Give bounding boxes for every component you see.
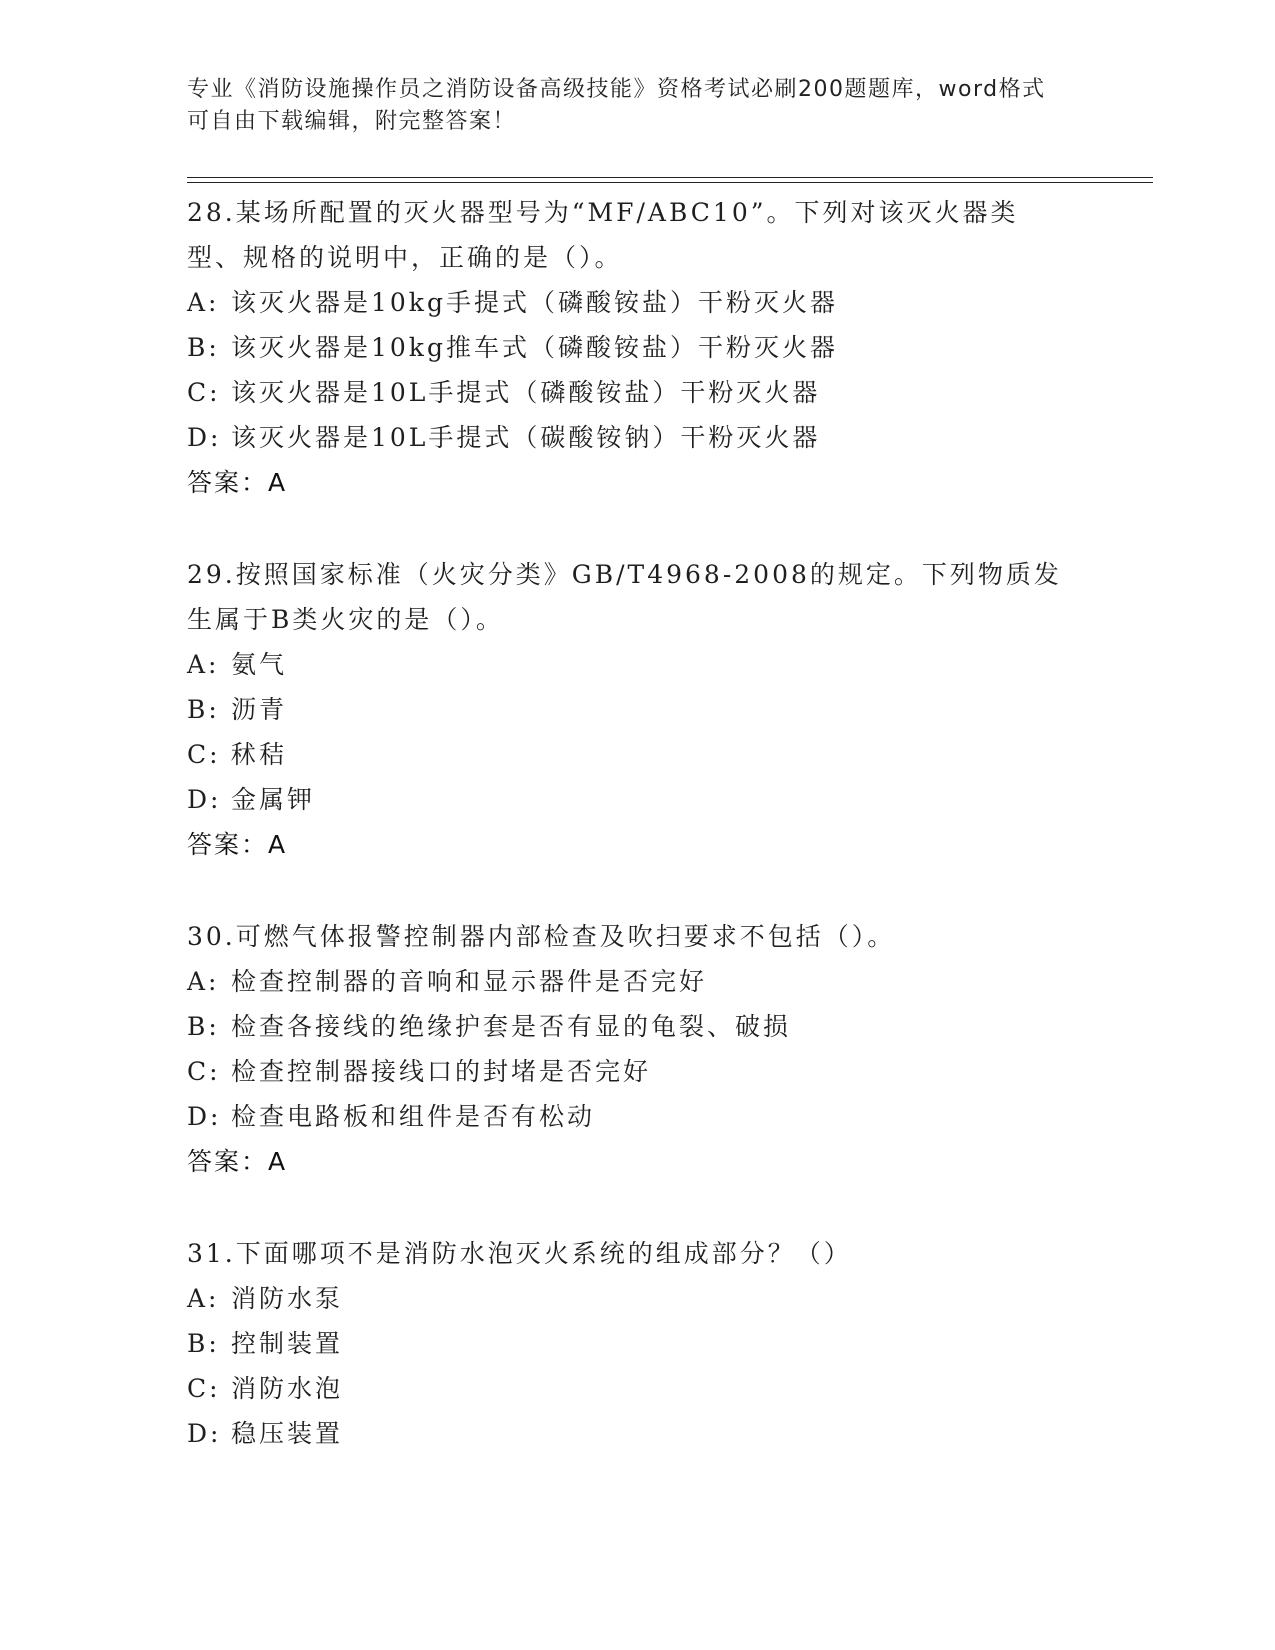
option-b [187,687,1153,732]
option-d [187,777,1153,822]
option-text: 消防水泡 [231,1374,344,1403]
question-list [187,190,1153,1456]
option-text: 该灭火器是10L手提式（磷酸铵盐）干粉灭火器 [231,378,821,407]
question-stem: 29.按照国家标准（火灾分类》GB/T4968-2008的规定。下列物质发生属于B类火灾的是（）。 [187,560,1062,634]
option-c [187,1366,1153,1411]
option-key: D: [187,423,222,452]
question-item [187,914,1153,1184]
option-text: 沥青 [231,695,288,724]
answer-line: 答案：A [187,468,288,497]
option-text: 稳压装置 [231,1419,344,1448]
option-key: B: [187,695,220,724]
question-stem: 30.可燃气体报警控制器内部检查及吹扫要求不包括（）。 [187,922,896,951]
option-a [187,280,1153,325]
option-b [187,1004,1153,1049]
option-text: 检查控制器接线口的封堵是否完好 [231,1057,652,1086]
option-b [187,325,1153,370]
option-d [187,1411,1153,1456]
option-text: 检查电路板和组件是否有松动 [231,1102,596,1131]
option-d [187,415,1153,460]
option-key: D: [187,1419,222,1448]
option-key: B: [187,1329,220,1358]
header-divider-bottom [187,182,1153,183]
question-stem: 28.某场所配置的灭火器型号为“MF/ABC10”。下列对该灭火器类型、规格的说明中，正确的是（）。 [187,198,1019,272]
question-item [187,190,1153,505]
option-a [187,959,1153,1004]
option-text: 秫秸 [231,740,288,769]
option-a [187,642,1153,687]
option-key: A: [187,650,220,679]
header-divider-top [187,177,1153,178]
option-key: A: [187,967,220,996]
question-stem: 31.下面哪项不是消防水泡灭火系统的组成部分？（） [187,1239,852,1268]
option-b [187,1321,1153,1366]
option-text: 检查各接线的绝缘护套是否有显的龟裂、破损 [231,1012,792,1041]
question-item [187,552,1153,867]
option-text: 该灭火器是10kg推车式（磷酸铵盐）干粉灭火器 [231,333,838,362]
option-key: C: [187,1057,221,1086]
option-key: A: [187,1284,220,1313]
option-text: 氨气 [231,650,288,679]
option-text: 金属钾 [231,785,316,814]
option-key: D: [187,785,222,814]
option-c [187,732,1153,777]
option-key: D: [187,1102,222,1131]
option-c [187,1049,1153,1094]
question-spacer [187,505,1153,552]
question-spacer [187,867,1153,914]
option-text: 该灭火器是10kg手提式（磷酸铵盐）干粉灭火器 [231,288,838,317]
option-a [187,1276,1153,1321]
option-d [187,1094,1153,1139]
document-header: 专业《消防设施操作员之消防设备高级技能》资格考试必刷200题题库，word格式可自由下载编辑，附完整答案！ [187,77,1046,134]
option-text: 控制装置 [231,1329,344,1358]
answer-line: 答案：A [187,1147,288,1176]
option-key: C: [187,378,221,407]
option-key: C: [187,740,221,769]
option-key: B: [187,333,220,362]
question-item [187,1231,1153,1456]
option-text: 该灭火器是10L手提式（碳酸铵钠）干粉灭火器 [231,423,821,452]
option-key: B: [187,1012,220,1041]
question-spacer [187,1184,1153,1231]
option-c [187,370,1153,415]
option-text: 检查控制器的音响和显示器件是否完好 [231,967,708,996]
option-key: A: [187,288,220,317]
answer-line: 答案：A [187,830,288,859]
option-text: 消防水泵 [231,1284,344,1313]
option-key: C: [187,1374,221,1403]
